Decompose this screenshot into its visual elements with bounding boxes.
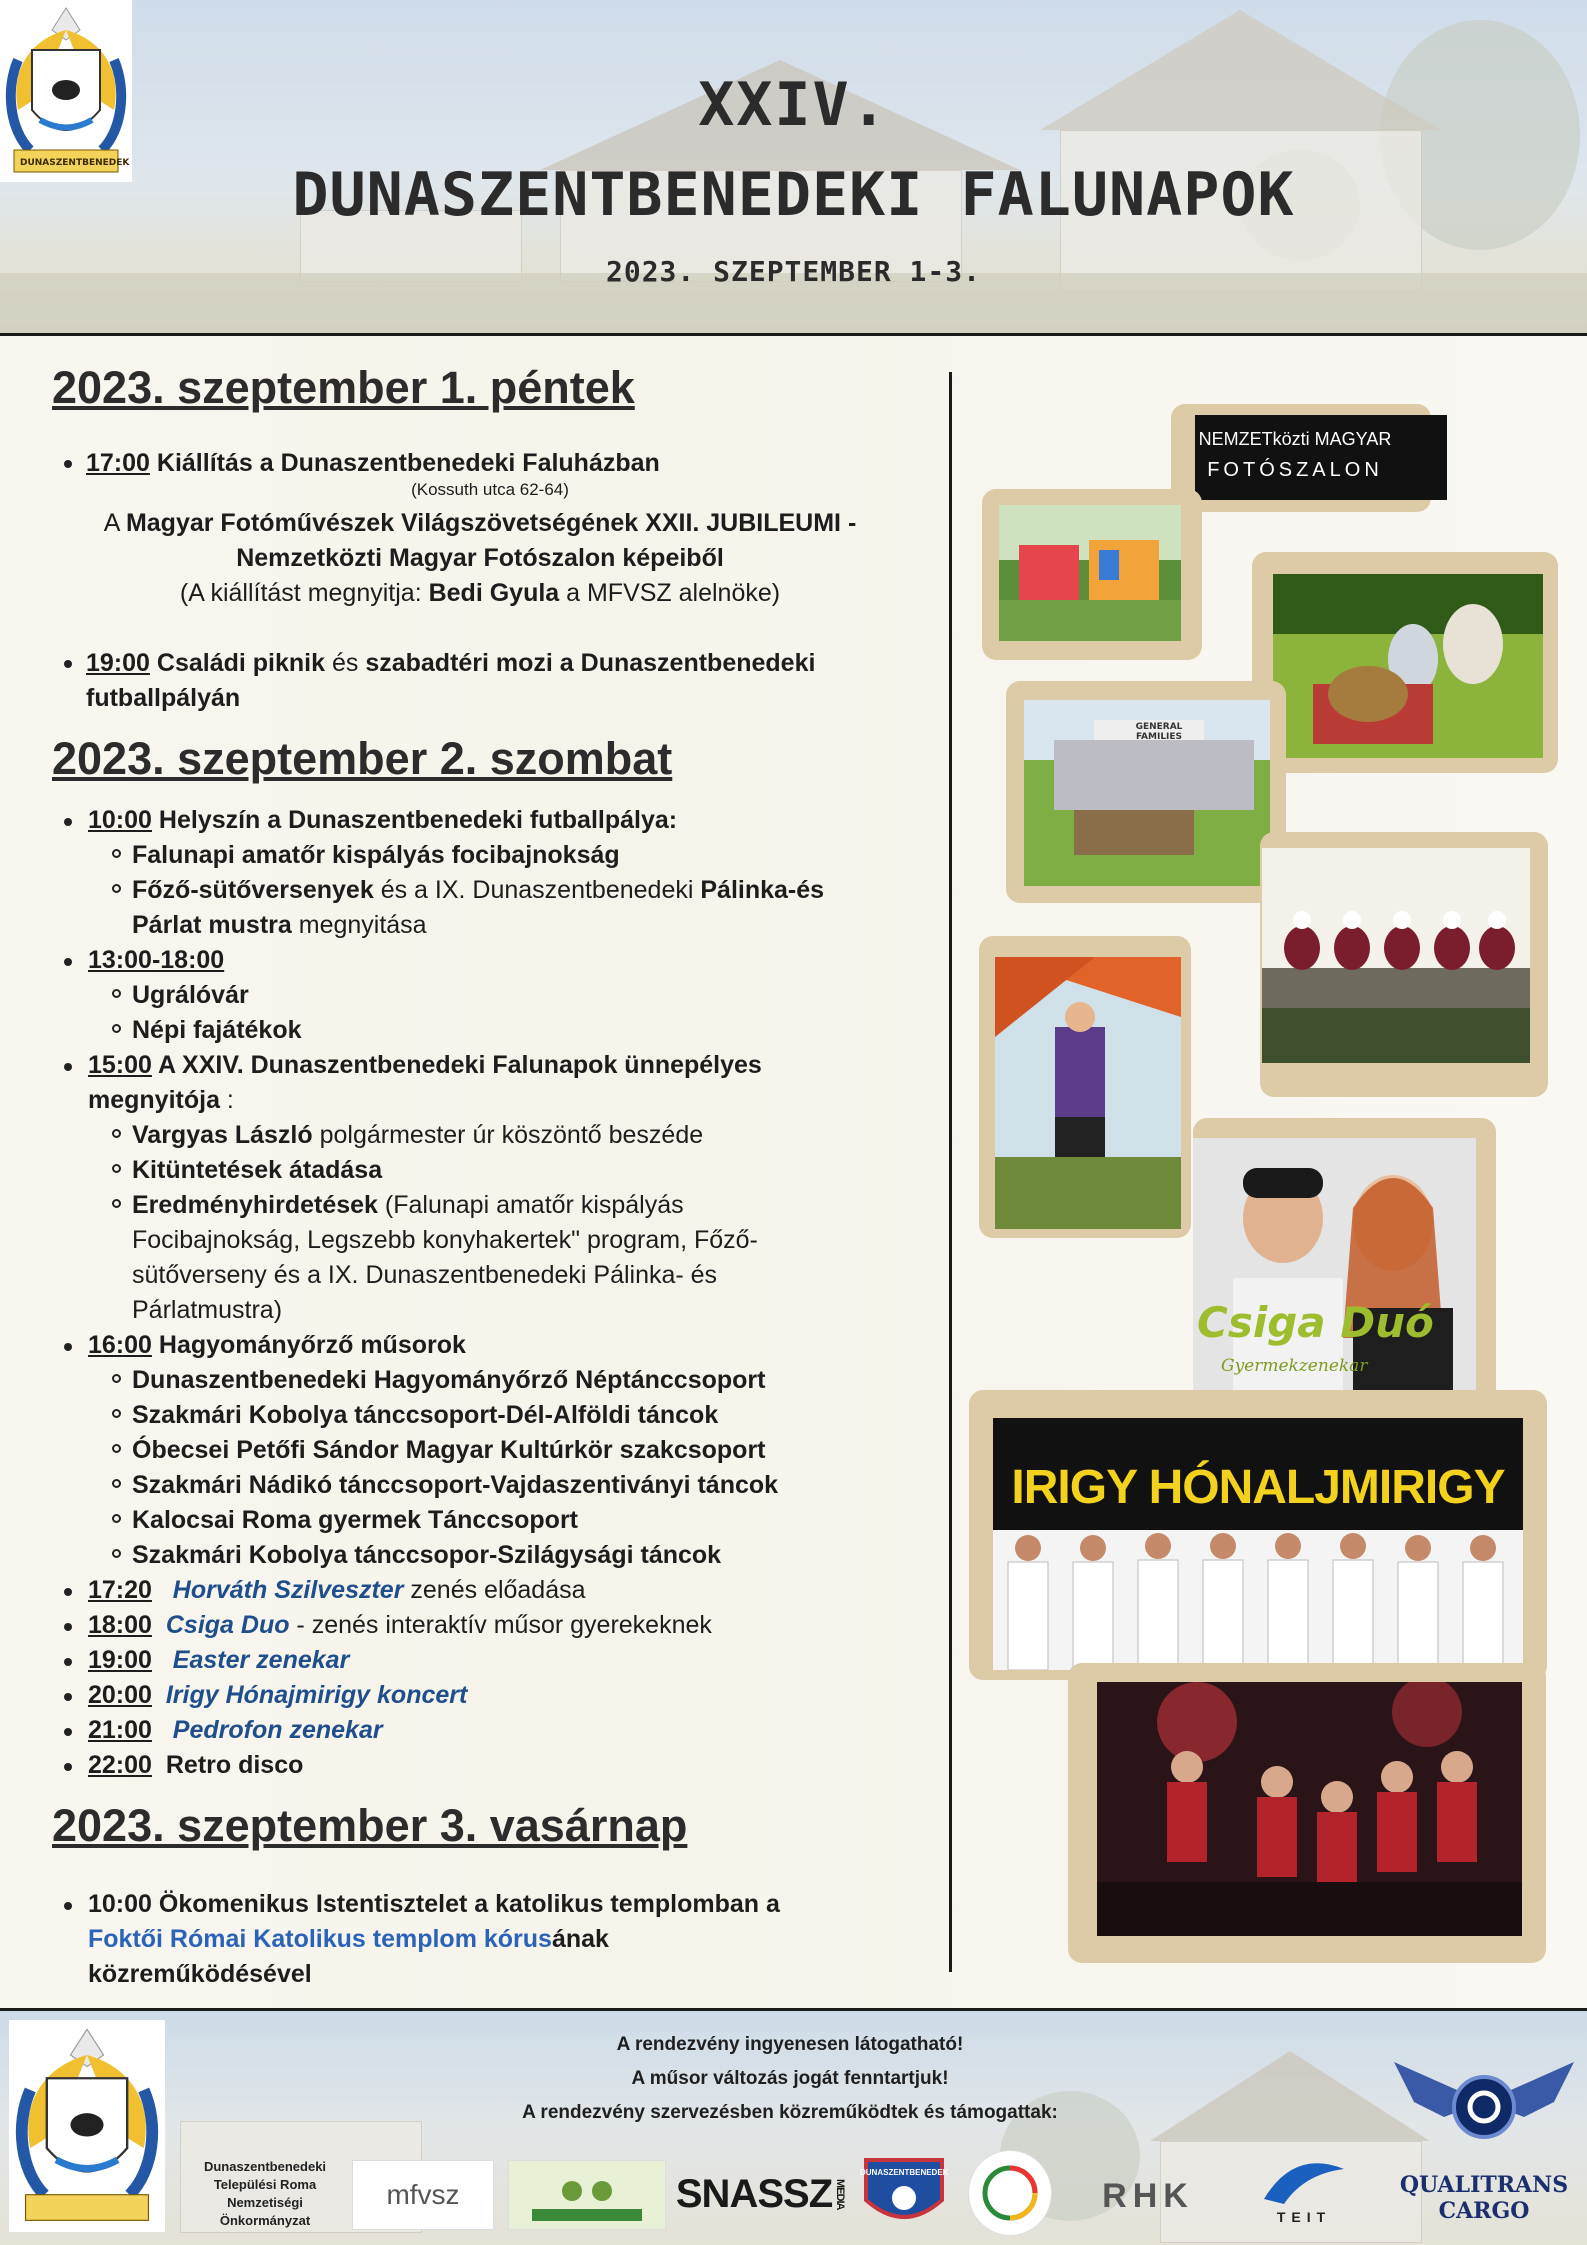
day2-slot-1500: [88, 1048, 938, 1083]
text-part: (Falunapi amatőr kispályás: [377, 1191, 684, 1219]
bullet: [64, 1658, 72, 1666]
text-part: Dunaszentbenedeki: [203, 2159, 327, 2174]
awards: Kitüntetések átadása: [132, 1156, 383, 1184]
day3-heading: 2023. szeptember 3. vasárnap: [52, 1800, 688, 1851]
fotoszalon-top: NEMZETközti MAGYAR: [1198, 429, 1392, 449]
day1-event2-line2: futballpályán: [86, 684, 241, 712]
fotoszalon-logo: [1195, 415, 1447, 500]
text-part: TEIT: [1276, 2209, 1332, 2225]
folk-dancers-photo: [1262, 848, 1530, 1063]
event-time: 15:00: [88, 1051, 152, 1079]
irigy-honaljmirigy-photo: [993, 1418, 1523, 1670]
text-part: Települési Roma: [213, 2177, 317, 2192]
performer-name: Irigy Hónajmirigy koncert: [165, 1681, 468, 1709]
dance-group-4: Szakmári Nádikó tánccsoport-Vajdaszentiványi táncok: [132, 1471, 779, 1499]
day2-slot-2000: [88, 1678, 938, 1713]
speaker-photo: [995, 957, 1181, 1229]
text-part: MEDIA: [834, 2178, 847, 2210]
results-line4: Párlatmustra): [132, 1296, 283, 1324]
text-part: A: [103, 509, 126, 537]
performer-name: Horváth Szilveszter: [172, 1576, 404, 1604]
text-part: Önkormányzat: [219, 2213, 311, 2228]
day1-heading: 2023. szeptember 1. péntek: [52, 362, 635, 413]
event-title: Kiállítás a Dunaszentbenedeki Faluházban: [149, 449, 660, 477]
pedrofon-band-photo: [1097, 1682, 1522, 1936]
bullet: [64, 1763, 72, 1771]
text-part: a MFVSZ alelnöke): [559, 579, 781, 607]
cooking-contest: [132, 873, 932, 908]
service-line3: közreműködésével: [88, 1960, 312, 1988]
text-part: QUALITRANS: [1399, 2172, 1569, 2198]
bullet: [64, 1343, 72, 1351]
circle-logo: [968, 2150, 1052, 2236]
bullet: [64, 1902, 72, 1910]
day2-slot-2200: [88, 1748, 938, 1783]
text-part: szabadtéri mozi a Dunaszentbenedeki: [365, 649, 816, 677]
event-title: DUNASZENTBENEDEKI FALUNAPOK: [292, 160, 1295, 230]
day2-slot-1300: [88, 943, 938, 978]
sub-bullet: [112, 1374, 121, 1383]
day2-slot-1000: [88, 803, 938, 838]
text-part: Eredményhirdetések: [132, 1191, 378, 1219]
text-part: és: [325, 649, 366, 677]
sub-bullet: [112, 1514, 121, 1523]
rhk-logo: RHK: [1102, 2176, 1194, 2215]
sub-bullet: [112, 1549, 121, 1558]
day1-event2: [86, 646, 946, 681]
edition-title: XXIV.: [698, 70, 889, 140]
text-part: Vargyas László: [132, 1121, 313, 1149]
sub-bullet: [112, 1479, 121, 1488]
sub-bullet: [112, 1444, 121, 1453]
text-part: Párlat mustra: [132, 911, 292, 939]
fotoszalon-bottom: FOTÓSZALON: [1207, 459, 1383, 481]
event-title: Helyszín a Dunaszentbenedeki futballpálya:: [151, 806, 678, 834]
sub-bullet: [112, 884, 121, 893]
service-line1: 10:00 Ökomenikus Istentisztelet a katolikus templomban a: [88, 1890, 780, 1918]
choir-name: Foktői Római Katolikus templom kórus: [88, 1925, 552, 1953]
sponsors-note: A rendezvény szervezésben közreműködtek és támogattak:: [522, 2102, 1058, 2123]
day2-slot-1600: [88, 1328, 938, 1363]
sub-bullet: [112, 1129, 121, 1138]
bouncy-castle: Ugrálóvár: [132, 981, 249, 1009]
dance-group-1: Dunaszentbenedeki Hagyományőrző Néptánccsoport: [132, 1366, 766, 1394]
dance-group-6: Szakmári Kobolya tánccsopor-Szilágysági táncok: [132, 1541, 722, 1569]
bullet: [64, 1693, 72, 1701]
club-name: DUNASZENTBENEDEK: [860, 2168, 949, 2177]
sub-bullet: [112, 1199, 121, 1208]
tent-sign: GENERAL FAMILIES: [1135, 722, 1183, 742]
coat-of-arms-footer: [9, 2020, 165, 2232]
association-logo: [508, 2160, 666, 2230]
cooking-contest-line2: [132, 908, 932, 943]
text-part: zenés előadása: [403, 1576, 586, 1604]
event-time: 17:20: [88, 1576, 152, 1604]
text-part: Főző-sütőversenyek: [132, 876, 374, 904]
bullet: [64, 818, 72, 826]
day2-slot-1720: [88, 1573, 938, 1608]
event-time: 17:00: [86, 449, 150, 477]
service-line2: [88, 1922, 948, 1957]
teit-logo: [1246, 2150, 1362, 2234]
bouncy-castle-photo: [999, 505, 1181, 641]
exhibition-line-1: [40, 506, 920, 541]
day1-event1: [86, 446, 946, 481]
sub-bullet: [112, 849, 121, 858]
column-divider: [949, 372, 952, 1972]
day2-slot-2100: [88, 1713, 938, 1748]
sub-bullet: [112, 989, 121, 998]
text-part: megnyitása: [291, 911, 427, 939]
program-change-note: A műsor változás jogát fenntartjuk!: [631, 2068, 949, 2089]
event-time: 16:00: [88, 1331, 152, 1359]
event-title: A XXIV. Dunaszentbenedeki Falunapok ünnepélyes: [151, 1051, 762, 1079]
csiga-duo-photo: [1193, 1138, 1476, 1397]
performer-name: Easter zenekar: [172, 1646, 350, 1674]
event-time: 18:00: [88, 1611, 152, 1639]
dance-group-2: Szakmári Kobolya tánccsoport-Dél-Alföldi táncok: [132, 1401, 719, 1429]
event-time: 13:00-18:00: [88, 946, 225, 974]
qualitrans-cargo-logo: [1382, 2028, 1586, 2238]
results-line3: sütőverseny és a IX. Dunaszentbenedeki Pálinka- és: [132, 1261, 718, 1289]
event-address: (Kossuth utca 62-64): [411, 480, 569, 499]
bullet: [64, 1728, 72, 1736]
irigy-banner: IRIGY HÓNALJMIRIGY: [1011, 1461, 1505, 1514]
crest-label: DUNASZENTBENEDEK: [20, 158, 130, 168]
event-time: 10:00: [88, 806, 152, 834]
text-part: (A kiállítást megnyitja:: [179, 579, 429, 607]
bullet: [64, 460, 72, 468]
exhibition-line-2: Nemzetközti Magyar Fotószalon képeiből: [236, 544, 724, 572]
bullet: [64, 1063, 72, 1071]
bullet: [64, 1588, 72, 1596]
text-part: polgármester úr köszöntő beszéde: [312, 1121, 704, 1149]
football-club-logo: [860, 2150, 948, 2234]
text-part: és a IX. Dunaszentbenedeki: [373, 876, 701, 904]
day2-slot-1900: [88, 1643, 938, 1678]
text-part: Magyar Fotóművészek Világszövetségének XXII. JUBILEUMI -: [125, 509, 857, 537]
sub-bullet: [112, 1024, 121, 1033]
exhibition-line-3: [40, 576, 920, 611]
event-time: 20:00: [88, 1681, 152, 1709]
dance-group-3: Óbecsei Petőfi Sándor Magyar Kultúrkör szakcsoport: [132, 1436, 766, 1464]
bullet: [64, 660, 72, 668]
football-tournament: Falunapi amatőr kispályás focibajnokság: [132, 841, 620, 869]
event-time: 19:00: [86, 649, 150, 677]
mfvsz-logo: mfvsz: [352, 2160, 494, 2230]
results-announcement: [132, 1188, 932, 1223]
sub-bullet: [112, 1409, 121, 1418]
festival-tent-photo: [1024, 700, 1270, 886]
folk-wooden-games: Népi fajátékok: [132, 1016, 302, 1044]
sub-bullet: [112, 1164, 121, 1173]
text-part: ának: [551, 1925, 609, 1953]
event-time: 19:00: [88, 1646, 152, 1674]
day2-slot-1800: [88, 1608, 938, 1643]
event-dates: 2023. SZEPTEMBER 1-3.: [605, 255, 981, 288]
text-part: Nemzetiségi: [227, 2195, 303, 2210]
opening-line2: [88, 1083, 938, 1118]
text-part: Családi piknik: [149, 649, 326, 677]
performer-name: Retro disco: [165, 1751, 304, 1779]
snassz-logo: [676, 2160, 846, 2228]
day2-heading: 2023. szeptember 2. szombat: [52, 733, 673, 784]
performer-name: Pedrofon zenekar: [172, 1716, 383, 1744]
event-title: Hagyományőrző műsorok: [151, 1331, 466, 1359]
text-part: SNASSZ: [675, 2171, 833, 2216]
performer-name: Csiga Duo: [165, 1611, 290, 1639]
event-time: 22:00: [88, 1751, 152, 1779]
results-line2: Focibajnokság, Legszebb konyhakertek" program, Főző-: [132, 1226, 758, 1254]
bullet: [64, 958, 72, 966]
bullet: [64, 1623, 72, 1631]
roma-self-government: [190, 2158, 340, 2230]
text-part: - zenés interaktív műsor gyerekeknek: [289, 1611, 712, 1639]
picnic-photo: [1273, 574, 1543, 758]
text-part: Pálinka-és: [700, 876, 825, 904]
text-part: megnyitója: [88, 1086, 220, 1114]
text-part: CARGO: [1438, 2198, 1530, 2224]
text-part: :: [219, 1086, 234, 1114]
text-part: Bedi Gyula: [428, 579, 560, 607]
csiga-duo-title: Csiga Duó: [1197, 1298, 1434, 1347]
csiga-duo-subtitle: Gyermekzenekar: [1221, 1356, 1368, 1376]
mayor-speech: [132, 1118, 932, 1153]
dance-group-5: Kalocsai Roma gyermek Tánccsoport: [132, 1506, 578, 1534]
free-entry-note: A rendezvény ingyenesen látogatható!: [616, 2034, 964, 2055]
event-time: 21:00: [88, 1716, 152, 1744]
